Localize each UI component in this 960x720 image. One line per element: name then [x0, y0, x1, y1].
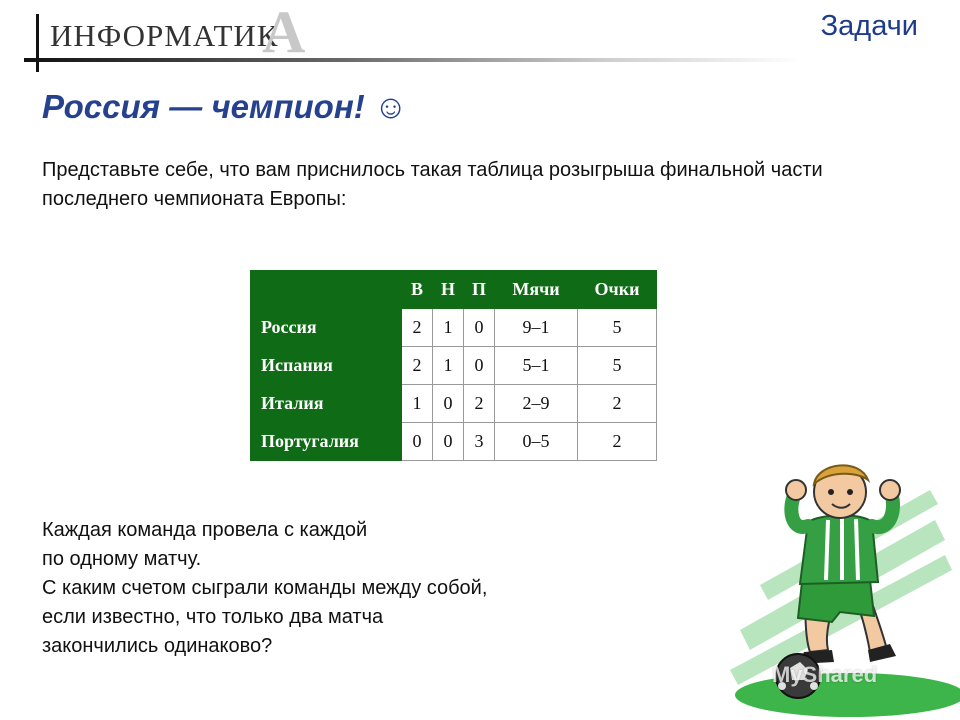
team-name: Россия — [251, 309, 402, 347]
player-fist-left — [786, 480, 806, 500]
cell-goals: 2–9 — [495, 385, 578, 423]
intro-text: Представьте себе, что вам приснилось такая таблица розыгрыша финальной части последнего чемпионата Европы: — [42, 159, 823, 210]
question-line: Каждая команда провела с каждой — [42, 519, 368, 541]
cell-losses: 2 — [464, 385, 495, 423]
question-line: С каким счетом сыграли команды между собой, — [42, 577, 488, 599]
watermark-text: MyShared — [772, 662, 878, 687]
logo-letter: А — [262, 0, 306, 65]
team-name: Италия — [251, 385, 402, 423]
header-divider — [24, 58, 804, 62]
player-fist-right — [880, 480, 900, 500]
header-points: Очки — [578, 271, 657, 309]
header-draws: Н — [433, 271, 464, 309]
logo-vertical-line — [36, 14, 39, 72]
cell-draws: 1 — [433, 309, 464, 347]
question-line: закончились одинаково? — [42, 635, 273, 657]
cell-points: 5 — [578, 347, 657, 385]
player-eye-left — [828, 489, 834, 495]
table-corner-cell — [251, 271, 402, 309]
cell-wins: 0 — [402, 423, 433, 461]
table-row — [251, 347, 657, 385]
cell-wins: 1 — [402, 385, 433, 423]
table-header-row — [251, 271, 657, 309]
team-name: Испания — [251, 347, 402, 385]
player-eye-right — [847, 489, 853, 495]
question-line: по одному матчу. — [42, 548, 202, 570]
table-row — [251, 423, 657, 461]
cell-points: 5 — [578, 309, 657, 347]
cell-goals: 9–1 — [495, 309, 578, 347]
question-line: если известно, что только два матча — [42, 606, 384, 628]
table-row — [251, 309, 657, 347]
cell-losses: 0 — [464, 347, 495, 385]
cell-points: 2 — [578, 385, 657, 423]
cell-points: 2 — [578, 423, 657, 461]
header-goals: Мячи — [495, 271, 578, 309]
logo-text: ИНФОРМАТИК — [50, 18, 279, 53]
cell-goals: 0–5 — [495, 423, 578, 461]
cell-draws: 0 — [433, 385, 464, 423]
question-text — [42, 516, 602, 661]
cell-wins: 2 — [402, 309, 433, 347]
table-row — [251, 385, 657, 423]
cell-wins: 2 — [402, 347, 433, 385]
section-label: Задачи — [820, 10, 918, 42]
cell-goals: 5–1 — [495, 347, 578, 385]
slide-title: Россия — чемпион! ☺ — [42, 88, 408, 125]
team-name: Португалия — [251, 423, 402, 461]
cell-losses: 3 — [464, 423, 495, 461]
standings-table — [250, 270, 657, 461]
cell-losses: 0 — [464, 309, 495, 347]
cell-draws: 1 — [433, 347, 464, 385]
cell-draws: 0 — [433, 423, 464, 461]
header-losses: П — [464, 271, 495, 309]
header-wins: В — [402, 271, 433, 309]
